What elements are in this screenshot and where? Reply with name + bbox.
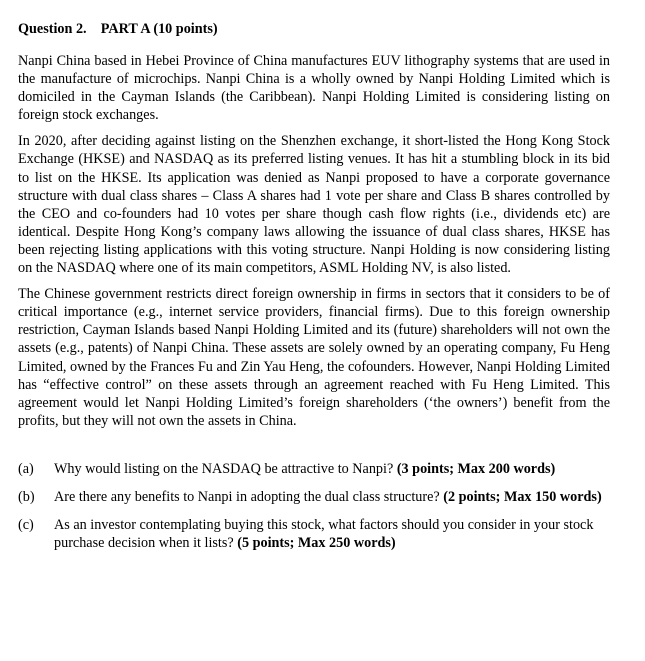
question-item-b <box>18 488 610 506</box>
question-item-a <box>18 460 610 478</box>
question-heading: Question 2. PART A (10 points) <box>18 21 218 37</box>
question-label: (a) <box>18 460 34 477</box>
question-list <box>18 460 610 552</box>
question-points: (2 points; Max 150 words) <box>443 488 602 505</box>
question-points: (3 points; Max 200 words) <box>396 460 556 477</box>
question-item-c <box>18 516 610 552</box>
paragraph-listing-history: In 2020, after deciding against listing on the Shenzhen exchange, it short-listed the Hong Kong Stock Exchange (HKSE) and NASDAQ as its preferred listing venues. It has hit a stumbling block in its bid to list on the HKSE. Its application was denied as Nanpi proposed to have a corporate governance structure with dual class shares – Class A shares had 1 vote per share and Class B shares controlled by the CEO and co-founders had 10 votes per share though cash flow rights (i.e., dividends etc) are identical. Despite Hong Kong’s company laws allowing the issuance of dual class shares, HKSE has been rejecting listing applications with this voting structure. Nanpi Holding is now considering listing on the NASDAQ where one of its main competitors, ASML Holding NV, is also listed. <box>18 133 610 277</box>
question-points: (5 points; Max 250 words) <box>237 535 396 552</box>
question-text: Are there any benefits to Nanpi in adopting the dual class structure? <box>54 488 440 505</box>
document-page <box>18 20 610 562</box>
paragraph-ownership-restriction: The Chinese government restricts direct foreign ownership in firms in sectors that it considers to be of critical importance (e.g., internet service providers, financial firms). Due to this foreign ownership restriction, Cayman Islands based Nanpi Holding Limited and its (future) shareholders will not own the assets (e.g., patents) of Nanpi China. These assets are solely owned by an operating company, Fu Heng Limited, owned by the Frances Fu and Zin Yau Heng, the cofounders. However, Nanpi Holding Limited has “effective control” on these assets through an agreement reached with Fu Heng Limited. This agreement would let Nanpi Holding Limited’s foreign shareholders (‘the owners’) benefit from the profits, but they will not own the assets in China. <box>18 286 610 429</box>
question-label: (b) <box>18 488 35 505</box>
question-label: (c) <box>18 517 34 534</box>
question-text: Why would listing on the NASDAQ be attractive to Nanpi? <box>54 460 394 477</box>
question-text: As an investor contemplating buying this stock, what factors should you consider in your stock purchase decision when it lists? <box>54 517 594 552</box>
paragraph-company-background: Nanpi China based in Hebei Province of China manufactures EUV lithography systems that are used in the manufacture of microchips. Nanpi China is a wholly owned by Nanpi Holding Limited which is domiciled in the Cayman Islands (the Caribbean). Nanpi Holding Limited is considering listing on foreign stock exchanges. <box>18 53 610 124</box>
